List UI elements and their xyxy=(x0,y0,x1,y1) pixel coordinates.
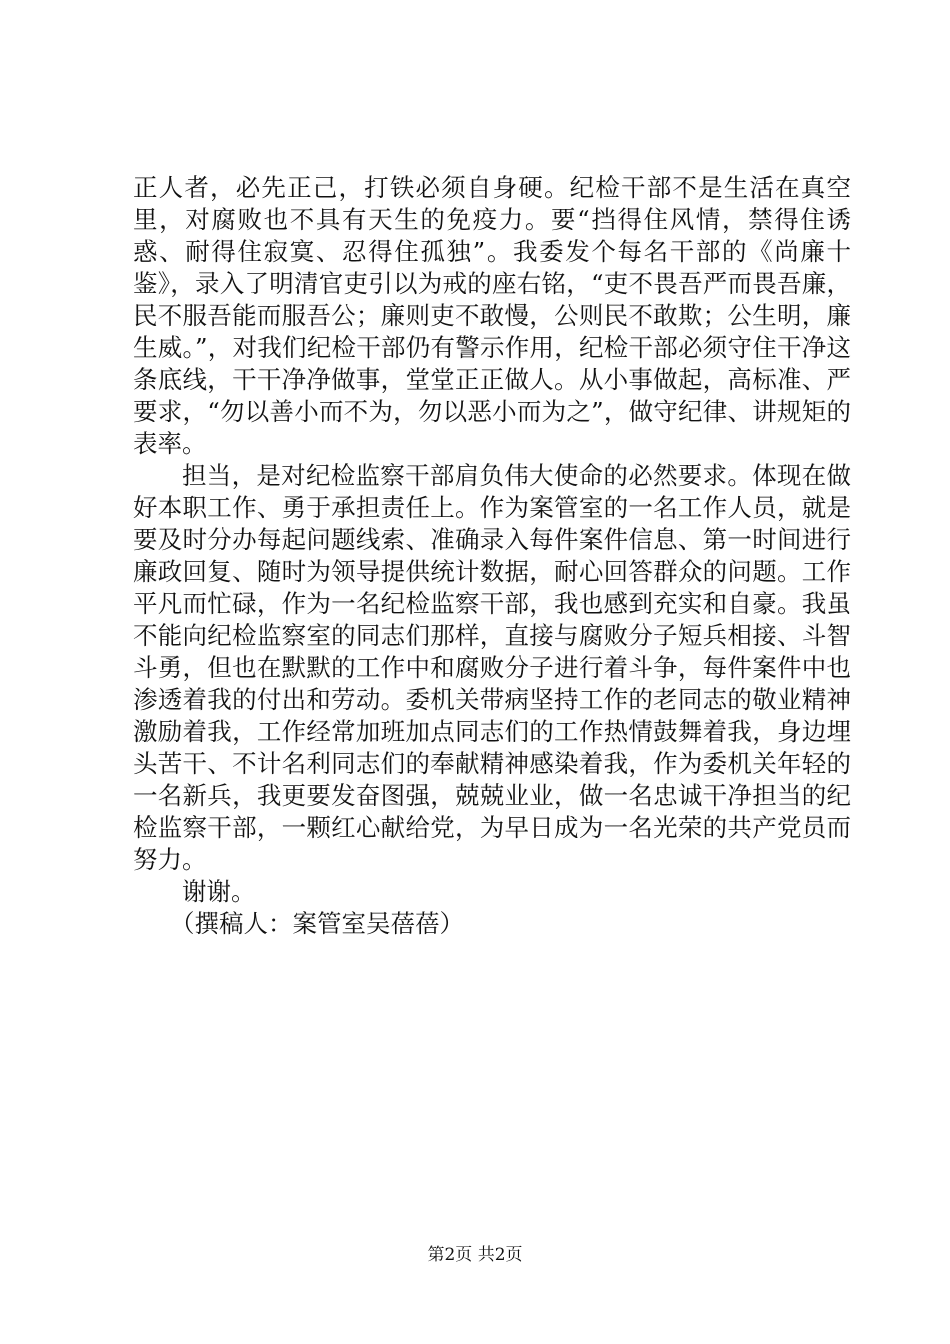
page-footer xyxy=(0,1244,950,1266)
paragraph-responsibility: 担当，是对纪检监察干部肩负伟大使命的必然要求。体现在做好本职工作、勇于承担责任上。作为案管室的一名工作人员，就是要及时分办每起问题线索、准确录入每件案件信息、第一时间进行廉政回复、随时为领导提供统计数据，耐心回答群众的问题。工作平凡而忙碌，作为一名纪检监察干部，我也感到充实和自豪。我虽不能向纪检监察室的同志们那样，直接与腐败分子短兵相接、斗智斗勇，但也在默默的工作中和腐败分子进行着斗争，每件案件中也渗透着我的付出和劳动。委机关带病坚持工作的老同志的敬业精神激励着我，工作经常加班加点同志们的工作热情鼓舞着我，身边埋头苦干、不计名利同志们的奉献精神感染着我，作为委机关年轻的一名新兵，我更要发奋图强，兢兢业业，做一名忠诚干净担当的纪检监察干部，一颗红心献给党，为早日成为一名光荣的共产党员而努力。 xyxy=(133,461,851,874)
page-number-label: 第2页 共2页 xyxy=(427,1245,523,1265)
author-credit: （撰稿人：案管室吴蓓蓓） xyxy=(170,909,464,938)
paragraph-continuation: 正人者，必先正己，打铁必须自身硬。纪检干部不是生活在真空里，对腐败也不具有天生的免疫力。要“挡得住风情，禁得住诱惑、耐得住寂寞、忍得住孤独”。我委发个每名干部的《尚廉十鉴》，录入了明清官吏引以为戒的座右铭，“吏不畏吾严而畏吾廉，民不服吾能而服吾公；廉则吏不敢慢，公则民不敢欺；公生明，廉生威。”，对我们纪检干部仍有警示作用，纪检干部必须守住干净这条底线，干干净净做事，堂堂正正做人。从小事做起，高标准、严要求，“勿以善小而不为，勿以恶小而为之”，做守纪律、讲规矩的表率。 xyxy=(133,173,851,458)
document-body xyxy=(133,172,851,940)
closing-thanks: 谢谢。 xyxy=(182,877,256,906)
